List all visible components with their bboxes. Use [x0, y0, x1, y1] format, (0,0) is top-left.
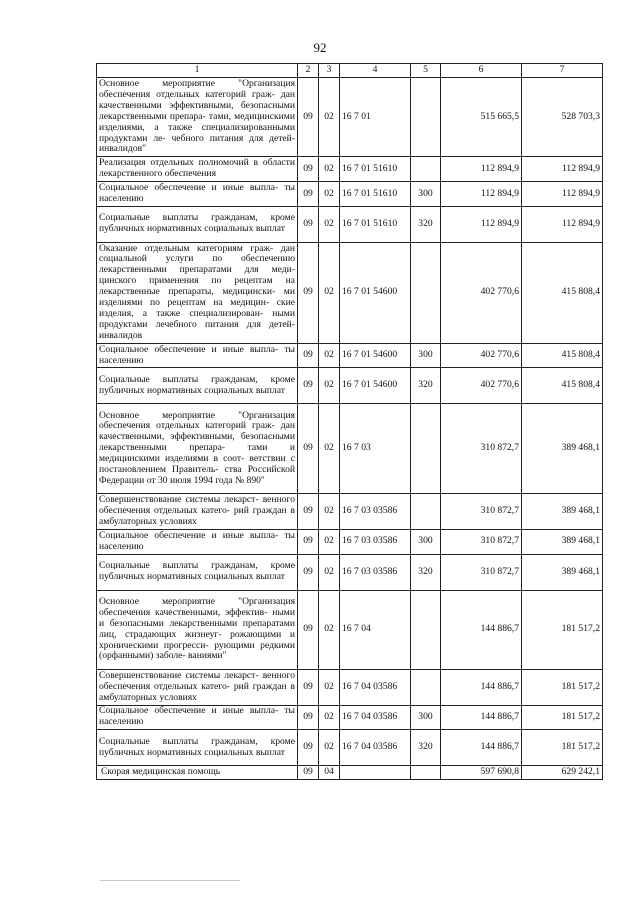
row-name-line: тами, медицинскими изделиями, а также: [99, 110, 296, 133]
target-article-cell: 16 7 04 03586: [340, 705, 411, 730]
section-code-cell: 09: [298, 590, 319, 669]
row-name-line: выплат: [255, 223, 285, 235]
target-article-cell: 16 7 01 54600: [340, 368, 411, 404]
expense-type-cell: [411, 78, 441, 157]
row-name-line: ными и безопасными лекарственными: [99, 606, 295, 629]
row-name-line: обеспечения качественными, эффектив-: [99, 606, 268, 618]
amount-year2-cell: 415 808,4: [522, 242, 603, 343]
subsection-code-cell: 02: [319, 242, 340, 343]
expense-type-cell: [411, 590, 441, 669]
target-article-cell: 16 7 04 03586: [340, 669, 411, 705]
amount-year1-cell: 112 894,9: [441, 182, 522, 207]
target-article-cell: 16 7 01: [340, 78, 411, 157]
table-row: [97, 206, 603, 242]
row-name-cell: [97, 530, 298, 555]
row-name-line: Социальное обеспечение и иные выпла-: [99, 182, 279, 194]
table-row: [97, 182, 603, 207]
row-name-line: публичных нормативных социальных: [99, 223, 254, 235]
table-row: [97, 530, 603, 555]
amount-year2-cell: 528 703,3: [522, 78, 603, 157]
row-name-line: лекарственными препаратами для меди-: [99, 264, 295, 276]
expense-type-cell: 300: [411, 530, 441, 555]
amount-year2-cell: 181 517,2: [522, 590, 603, 669]
table-row: [97, 404, 603, 494]
section-code-cell: 09: [298, 730, 319, 766]
section-code-cell: 09: [298, 242, 319, 343]
row-name-line: рожающими и хроническими прогресси-: [99, 628, 295, 651]
table-row: [97, 343, 603, 368]
row-name-line: ты населению: [99, 182, 295, 204]
amount-year1-cell: 310 872,7: [441, 404, 522, 494]
expense-type-cell: 320: [411, 368, 441, 404]
amount-year2-cell: 629 242,1: [522, 765, 603, 779]
row-name-line: Совершенствование системы лекарст-: [99, 494, 259, 506]
row-name-line: венного обеспечения отдельных катего-: [99, 669, 295, 692]
row-name-cell: [97, 157, 298, 182]
row-name-line: тами и медицинскими изделиями в соот-: [99, 442, 295, 465]
row-name-cell: [97, 765, 298, 779]
column-header-7: 7: [522, 64, 603, 78]
target-article-cell: 16 7 03 03586: [340, 530, 411, 555]
expense-type-cell: 300: [411, 705, 441, 730]
amount-year1-cell: 144 886,7: [441, 590, 522, 669]
section-code-cell: 09: [298, 765, 319, 779]
row-name-line: безопасными лекарственными препара-: [99, 99, 295, 122]
section-code-cell: 09: [298, 368, 319, 404]
expense-type-cell: 300: [411, 182, 441, 207]
row-name-line: цинского применения по рецептам на: [99, 275, 295, 287]
amount-year2-cell: 389 468,1: [522, 530, 603, 555]
row-name-cell: [97, 669, 298, 705]
amount-year1-cell: 112 894,9: [441, 206, 522, 242]
target-article-cell: 16 7 01 51610: [340, 157, 411, 182]
expense-type-cell: [411, 404, 441, 494]
row-name-cell: [97, 343, 298, 368]
row-name-cell: [97, 705, 298, 730]
row-name-line: Основное мероприятие "Организация: [99, 409, 295, 421]
amount-year1-cell: 144 886,7: [441, 705, 522, 730]
section-code-cell: 09: [298, 669, 319, 705]
row-name-line: Реализация отдельных полномочий в: [99, 157, 259, 169]
row-name-line: ми изделиями по рецептам на медицин-: [99, 286, 295, 309]
column-header-3: 3: [319, 64, 340, 78]
section-code-cell: 09: [298, 494, 319, 530]
amount-year2-cell: 112 894,9: [522, 206, 603, 242]
amount-year1-cell: 402 770,6: [441, 343, 522, 368]
amount-year1-cell: 597 690,8: [441, 765, 522, 779]
expense-type-cell: [411, 494, 441, 530]
amount-year1-cell: 515 665,5: [441, 78, 522, 157]
amount-year1-cell: 402 770,6: [441, 242, 522, 343]
subsection-code-cell: 02: [319, 730, 340, 766]
budget-table: [96, 63, 603, 780]
subsection-code-cell: 02: [319, 554, 340, 590]
row-name-line: дан качественными, эффективными,: [99, 420, 295, 443]
expense-type-cell: [411, 157, 441, 182]
column-header-6: 6: [441, 64, 522, 78]
table-row: [97, 157, 603, 182]
section-code-cell: 09: [298, 78, 319, 157]
target-article-cell: 16 7 01 54600: [340, 343, 411, 368]
amount-year2-cell: 112 894,9: [522, 182, 603, 207]
table-row: [97, 765, 603, 779]
target-article-cell: [340, 765, 411, 779]
row-name-line: обеспечения отдельных категорий граж-: [99, 88, 275, 100]
scan-mark-line: [100, 880, 240, 881]
section-code-cell: 09: [298, 206, 319, 242]
table-row: [97, 730, 603, 766]
row-name-line: Основное мероприятие "Организация: [99, 595, 295, 607]
amount-year2-cell: 389 468,1: [522, 554, 603, 590]
amount-year1-cell: 310 872,7: [441, 554, 522, 590]
target-article-cell: 16 7 04: [340, 590, 411, 669]
column-header-2: 2: [298, 64, 319, 78]
row-name-line: дан социальной услуги по обеспечению: [99, 242, 295, 265]
subsection-code-cell: 02: [319, 590, 340, 669]
subsection-code-cell: 02: [319, 705, 340, 730]
row-name-line: Социальные выплаты гражданам, кроме: [99, 373, 295, 385]
amount-year1-cell: 402 770,6: [441, 368, 522, 404]
expense-type-cell: [411, 242, 441, 343]
amount-year2-cell: 112 894,9: [522, 157, 603, 182]
subsection-code-cell: 02: [319, 78, 340, 157]
subsection-code-cell: 02: [319, 157, 340, 182]
amount-year2-cell: 181 517,2: [522, 669, 603, 705]
table-row: [97, 494, 603, 530]
expense-type-cell: 320: [411, 554, 441, 590]
row-name-line: Основное мероприятие "Организация: [99, 77, 295, 89]
row-name-line: ваниями": [188, 650, 227, 662]
row-name-line: рий граждан в амбулаторных условиях: [99, 505, 295, 528]
subsection-code-cell: 02: [319, 343, 340, 368]
row-name-line: препаратами лиц, страдающих жизнеуг-: [99, 617, 295, 640]
table-row: [97, 368, 603, 404]
row-name-line: Социальные выплаты гражданам, кроме: [99, 560, 295, 572]
row-name-cell: [97, 78, 298, 157]
row-name-line: публичных нормативных социальных: [99, 384, 254, 396]
row-name-line: ства Российской Федерации от 30 июля: [99, 464, 295, 487]
target-article-cell: 16 7 01 51610: [340, 206, 411, 242]
row-name-line: 1994 года № 890": [193, 475, 265, 487]
row-name-line: ты населению: [99, 530, 295, 552]
amount-year1-cell: 310 872,7: [441, 494, 522, 530]
row-name-cell: [97, 404, 298, 494]
row-name-line: рующими редкими (орфанными) заболе-: [99, 639, 295, 662]
target-article-cell: 16 7 03: [340, 404, 411, 494]
row-name-line: Социальные выплаты гражданам, кроме: [99, 212, 295, 224]
subsection-code-cell: 02: [319, 530, 340, 555]
row-name-line: обеспечения отдельных категорий граж-: [99, 420, 275, 432]
target-article-cell: 16 7 04 03586: [340, 730, 411, 766]
row-name-line: Оказание отдельным категориям граж-: [99, 242, 274, 254]
table-row: [97, 78, 603, 157]
row-name-cell: [97, 182, 298, 207]
row-name-cell: [97, 554, 298, 590]
row-name-cell: [97, 590, 298, 669]
amount-year2-cell: 181 517,2: [522, 705, 603, 730]
row-name-line: публичных нормативных социальных: [99, 746, 254, 758]
target-article-cell: 16 7 01 54600: [340, 242, 411, 343]
row-name-line: Скорая медицинская помощь: [101, 765, 221, 777]
subsection-code-cell: 02: [319, 669, 340, 705]
subsection-code-cell: 02: [319, 494, 340, 530]
table-header-row: [97, 64, 603, 78]
section-code-cell: 09: [298, 404, 319, 494]
amount-year2-cell: 181 517,2: [522, 730, 603, 766]
page-number: 92: [313, 40, 327, 55]
row-name-line: ские изделия, а также специализирован-: [99, 297, 295, 319]
expense-type-cell: 320: [411, 730, 441, 766]
target-article-cell: 16 7 03 03586: [340, 494, 411, 530]
row-name-line: чебного питания для детей-инвалидов": [99, 132, 295, 155]
target-article-cell: 16 7 03 03586: [340, 554, 411, 590]
column-header-5: 5: [411, 64, 441, 78]
section-code-cell: 09: [298, 530, 319, 555]
row-name-line: безопасными лекарственными препара-: [99, 431, 295, 454]
row-name-line: области лекарственного обеспечения: [99, 157, 295, 180]
column-header-4: 4: [340, 64, 411, 78]
row-name-line: венного обеспечения отдельных катего-: [99, 494, 295, 517]
amount-year2-cell: 415 808,4: [522, 343, 603, 368]
row-name-line: лекарственные препараты, медицински-: [99, 286, 276, 298]
column-header-1: 1: [97, 64, 298, 78]
row-name-line: ветствии с постановлением Правитель-: [99, 453, 296, 476]
row-name-line: Социальные выплаты гражданам, кроме: [99, 735, 295, 747]
row-name-line: ты населению: [99, 705, 295, 728]
row-name-line: публичных нормативных социальных: [99, 571, 254, 583]
table-row: [97, 669, 603, 705]
amount-year1-cell: 144 886,7: [441, 669, 522, 705]
table-row: [97, 554, 603, 590]
subsection-code-cell: 02: [319, 404, 340, 494]
section-code-cell: 09: [298, 182, 319, 207]
amount-year1-cell: 310 872,7: [441, 530, 522, 555]
row-name-line: Социальное обеспечение и иные выпла-: [99, 343, 279, 355]
row-name-line: специализированными продуктами ле-: [99, 121, 295, 144]
expense-type-cell: 320: [411, 206, 441, 242]
row-name-line: рий граждан в амбулаторных условиях: [99, 680, 295, 703]
section-code-cell: 09: [298, 705, 319, 730]
table-row: [97, 705, 603, 730]
expense-type-cell: 300: [411, 343, 441, 368]
row-name-line: ты населению: [99, 343, 295, 366]
section-code-cell: 09: [298, 157, 319, 182]
expense-type-cell: [411, 669, 441, 705]
row-name-line: Социальное обеспечение и иные выпла-: [99, 705, 279, 717]
section-code-cell: 09: [298, 554, 319, 590]
section-code-cell: 09: [298, 343, 319, 368]
amount-year2-cell: 389 468,1: [522, 404, 603, 494]
row-name-line: для детей-инвалидов: [99, 318, 296, 341]
row-name-cell: [97, 368, 298, 404]
table-row: [97, 242, 603, 343]
row-name-line: выплат: [255, 571, 285, 583]
amount-year1-cell: 144 886,7: [441, 730, 522, 766]
amount-year1-cell: 112 894,9: [441, 157, 522, 182]
subsection-code-cell: 02: [319, 368, 340, 404]
expense-type-cell: [411, 765, 441, 779]
row-name-line: дан качественными эффективными,: [99, 88, 295, 111]
row-name-cell: [97, 206, 298, 242]
amount-year2-cell: 415 808,4: [522, 368, 603, 404]
row-name-line: ными продуктами лечебного питания: [99, 307, 295, 330]
table-row: [97, 590, 603, 669]
subsection-code-cell: 04: [319, 765, 340, 779]
row-name-line: выплат: [255, 746, 285, 758]
row-name-line: выплат: [255, 384, 285, 396]
row-name-cell: [97, 730, 298, 766]
subsection-code-cell: 02: [319, 182, 340, 207]
row-name-cell: [97, 494, 298, 530]
row-name-line: Социальное обеспечение и иные выпла-: [99, 530, 279, 542]
amount-year2-cell: 389 468,1: [522, 494, 603, 530]
row-name-cell: [97, 242, 298, 343]
target-article-cell: 16 7 01 51610: [340, 182, 411, 207]
row-name-line: Совершенствование системы лекарст-: [99, 669, 259, 681]
subsection-code-cell: 02: [319, 206, 340, 242]
